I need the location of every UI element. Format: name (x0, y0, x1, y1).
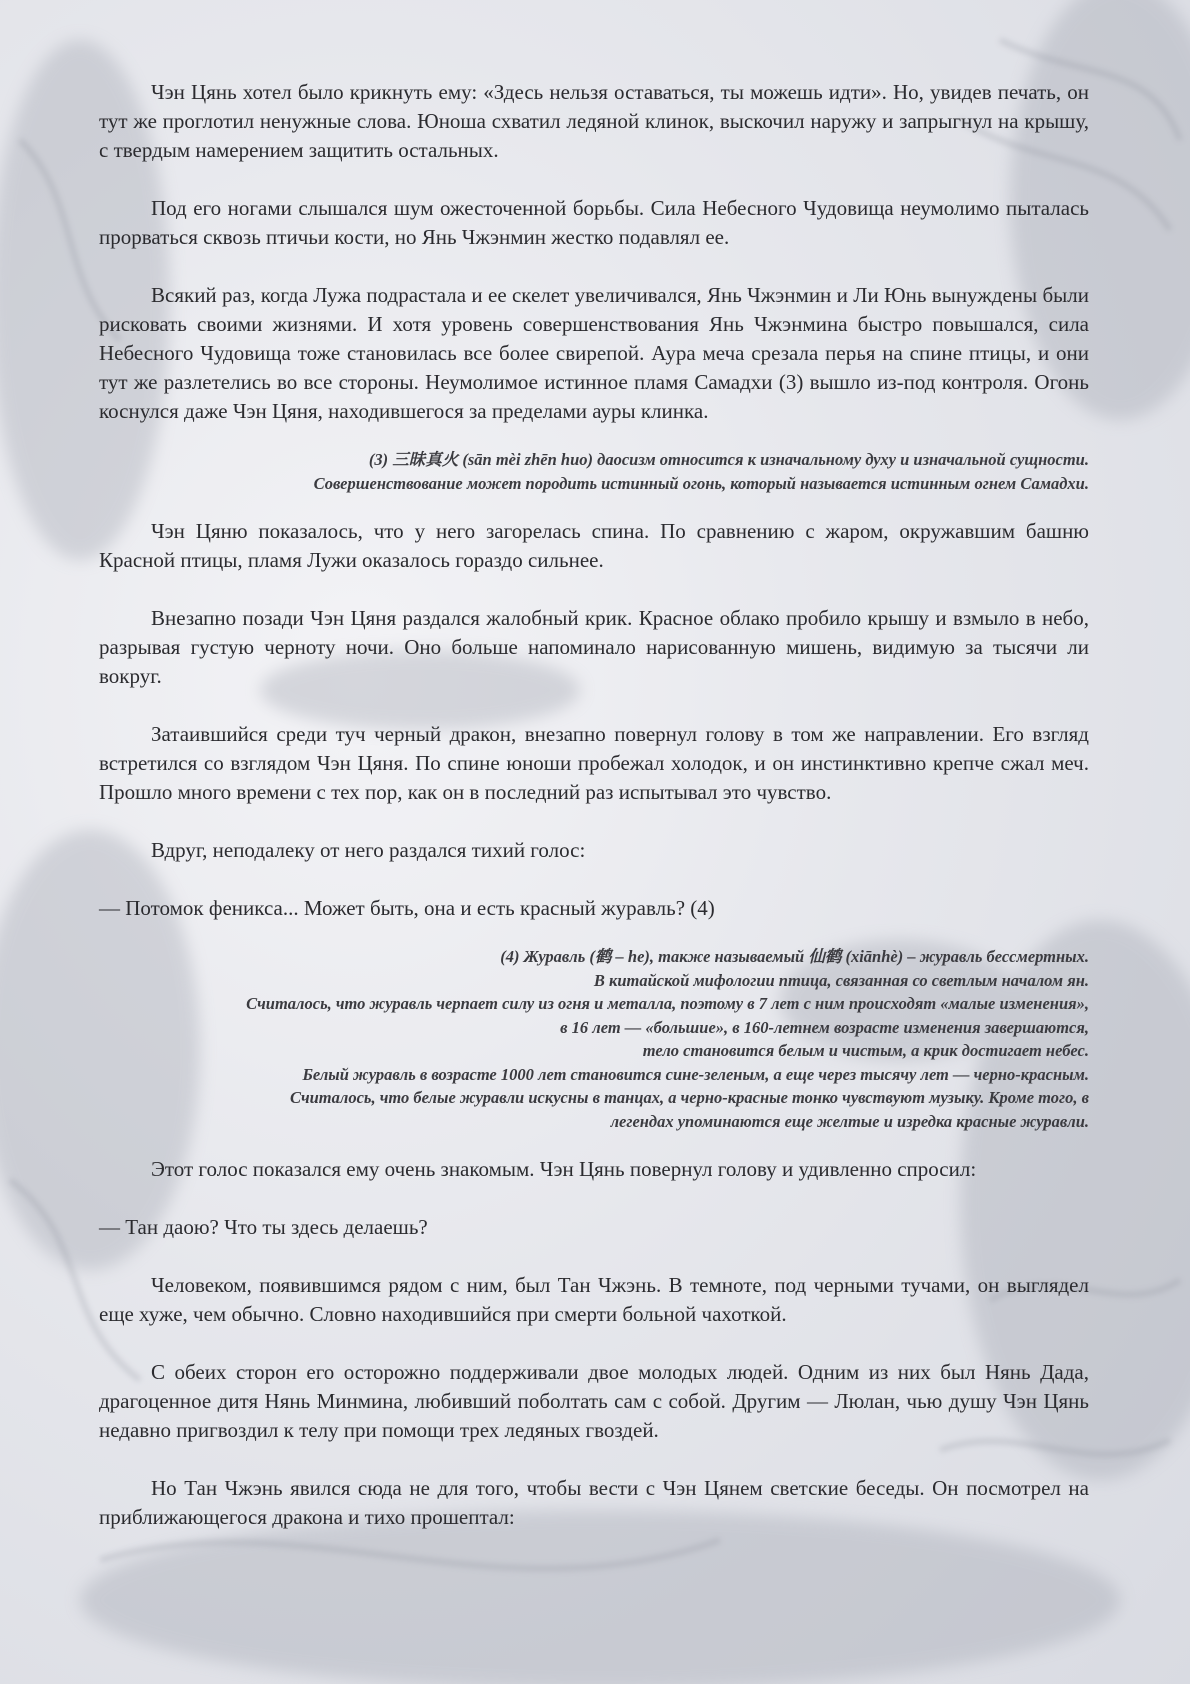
footnote-line: в 16 лет — «большие», в 160-летнем возрасте изменения завершаются, (560, 1017, 1089, 1037)
dialogue-line: — Потомок феникса... Может быть, она и есть красный журавль? (4) (99, 896, 715, 920)
paragraph: Но Тан Чжэнь явился сюда не для того, чтобы вести с Чэн Цянем светские беседы. Он посмотрел на приближающегося дракона и тихо прошептал: (99, 1476, 1089, 1529)
footnote-line: Белый журавль в возрасте 1000 лет становится сине-зеленым, а еще через тысячу лет — черно-красным. (302, 1064, 1089, 1084)
paragraph: С обеих сторон его осторожно поддерживали двое молодых людей. Одним из них был Нянь Дада, драгоценное дитя Нянь Минмина, любивший поболтать сам с собой. Другим — Люлан, чью душу Чэн Цянь недавно пригвоздил к телу при помощи трех ледяных гвоздей. (99, 1360, 1089, 1442)
footnote-line: (3) 三昧真火 (sān mèi zhēn huo) даосизм относится к изначальному духу и изначальной сущности. (368, 450, 1089, 469)
footnote-line: Совершенствование может породить истинный огонь, который называется истинным огнем Самадхи. (313, 473, 1089, 493)
footnote-line: Считалось, что белые журавли искусны в танцах, а черно-красные тонко чувствуют музыку. Кроме того, в (289, 1088, 1089, 1107)
paragraph: Под его ногами слышался шум ожесточенной борьбы. Сила Небесного Чудовища неумолимо пыталась прорваться сквозь птичьи кости, но Янь Чжэнмин жестко подавлял ее. (99, 196, 1089, 249)
footnote-line: легендах упоминаются еще желтые и изредка красные журавли. (610, 1111, 1089, 1131)
footnote-line: тело становится белым и чистым, а крик достигает небес. (642, 1041, 1089, 1060)
dialogue-line: — Тан даою? Что ты здесь делаешь? (99, 1215, 428, 1239)
paragraph: Чэн Цянь хотел было крикнуть ему: «Здесь нельзя оставаться, ты можешь идти». Но, увидев печать, он тут же проглотил ненужные слова. Юноша схватил ледяной клинок, выскочил наружу и запрыгнул на крышу, с твердым намерением защитить остальных. (99, 80, 1089, 162)
footnote-3 (99, 448, 1089, 495)
footnote-line: В китайской мифологии птица, связанная со светлым началом ян. (593, 970, 1089, 990)
paragraph: Чэн Цяню показалось, что у него загорелась спина. По сравнению с жаром, окружавшим башню Красной птицы, пламя Лужи оказалось гораздо сильнее. (99, 519, 1089, 572)
paragraph: Человеком, появившимся рядом с ним, был Тан Чжэнь. В темноте, под черными тучами, он выглядел еще хуже, чем обычно. Словно находившийся при смерти больной чахоткой. (99, 1273, 1089, 1326)
paragraph: Затаившийся среди туч черный дракон, внезапно повернул голову в том же направлении. Его взгляд встретился со взглядом Чэн Цяня. По спине юноши пробежал холодок, и он инстинктивно крепче сжал меч. Прошло много времени с тех пор, как он в последний раз испытывал это чувство. (99, 722, 1089, 804)
document-page (99, 78, 1089, 1532)
paragraph: Этот голос показался ему очень знакомым. Чэн Цянь повернул голову и удивленно спросил: (151, 1157, 977, 1181)
footnote-4 (99, 945, 1089, 1133)
paragraph: Всякий раз, когда Лужа подрастала и ее скелет увеличивался, Янь Чжэнмин и Ли Юнь вынуждены были рисковать своими жизнями. И хотя уровень совершенствования Янь Чжэнмина быстро повышался, сила Небесного Чудовища тоже становилась все более свирепой. Аура меча срезала перья на спине птицы, и они тут же разлетелись во все стороны. Неумолимое истинное пламя Самадхи (3) вышло из-под контроля. Огонь коснулся даже Чэн Цяня, находившегося за пределами ауры клинка. (99, 283, 1089, 423)
paragraph: Вдруг, неподалеку от него раздался тихий голос: (151, 838, 586, 862)
footnote-line: Считалось, что журавль черпает силу из огня и металла, поэтому в 7 лет с ним происходят «малые изменения», (246, 994, 1089, 1013)
paragraph: Внезапно позади Чэн Цяня раздался жалобный крик. Красное облако пробило крышу и взмыло в небо, разрывая густую черноту ночи. Оно больше напоминало нарисованную мишень, видимую за тысячи ли вокруг. (99, 606, 1089, 688)
footnote-line: (4) Журавль (鹤 – he), также называемый 仙鹤 (xiānhè) – журавль бессмертных. (500, 947, 1089, 966)
